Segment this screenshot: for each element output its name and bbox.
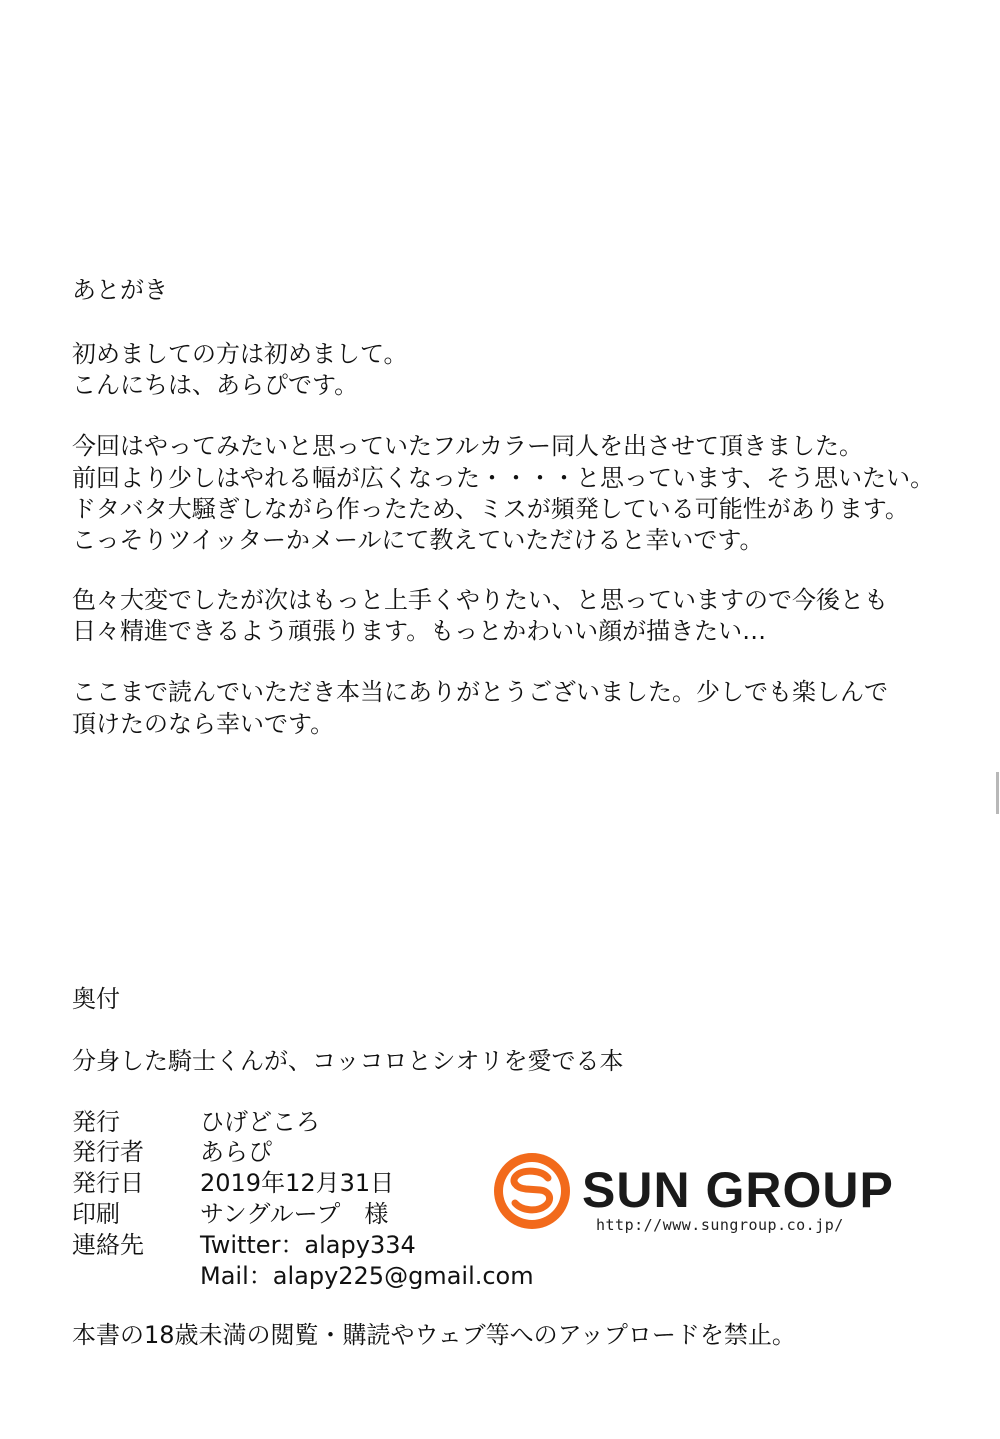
logo-url: http://www.sungroup.co.jp/ xyxy=(596,1216,844,1234)
afterword-line: 今回はやってみたいと思っていたフルカラー同人を出させて頂きました。 xyxy=(72,432,864,460)
afterword-line: 頂けたのなら幸いです。 xyxy=(72,710,335,738)
afterword-line: こんにちは、あらぴです。 xyxy=(72,371,359,399)
afterword-line: 色々大変でしたが次はもっと上手くやりたい、と思っていますので今後とも xyxy=(72,586,888,614)
afterword-line: ドタバタ大騒ぎしながら作ったため、ミスが頻発している可能性があります。 xyxy=(72,495,909,523)
colophon-value: サングループ 様 xyxy=(200,1200,389,1228)
sun-group-logo xyxy=(490,1150,910,1236)
colophon-value: Mail：alapy225@gmail.com xyxy=(200,1262,534,1290)
colophon-value: ひげどころ xyxy=(200,1108,320,1136)
afterword-title: あとがき xyxy=(72,276,168,304)
colophon-value: あらぴ xyxy=(200,1138,272,1166)
colophon-label: 印刷 xyxy=(72,1200,120,1228)
colophon-title: 奥付 xyxy=(72,985,120,1013)
colophon-label: 発行日 xyxy=(72,1169,144,1197)
afterword-line: ここまで読んでいただき本当にありがとうございました。少しでも楽しんで xyxy=(72,678,888,706)
sun-group-logo-icon xyxy=(490,1150,576,1236)
afterword-line: 前回より少しはやれる幅が広くなった・・・・と思っています、そう思いたい。 xyxy=(72,464,935,492)
age-restriction-notice: 本書の18歳未満の閲覧・購読やウェブ等へのアップロードを禁止。 xyxy=(72,1321,796,1349)
page-edge-mark xyxy=(996,772,999,814)
colophon-value: Twitter：alapy334 xyxy=(200,1231,416,1259)
afterword-line: こっそりツイッターかメールにて教えていただけると幸いです。 xyxy=(72,526,764,554)
colophon-value: 2019年12月31日 xyxy=(200,1169,395,1197)
afterword-line: 初めましての方は初めまして。 xyxy=(72,340,408,368)
colophon-label: 発行者 xyxy=(72,1138,144,1166)
colophon-label: 連絡先 xyxy=(72,1231,144,1259)
afterword-line: 日々精進できるよう頑張ります。もっとかわいい顔が描きたい… xyxy=(72,617,767,645)
colophon-label: 発行 xyxy=(72,1108,120,1136)
logo-wordmark: SUN GROUP xyxy=(582,1162,894,1218)
book-title: 分身した騎士くんが、コッコロとシオリを愛でる本 xyxy=(72,1047,624,1075)
